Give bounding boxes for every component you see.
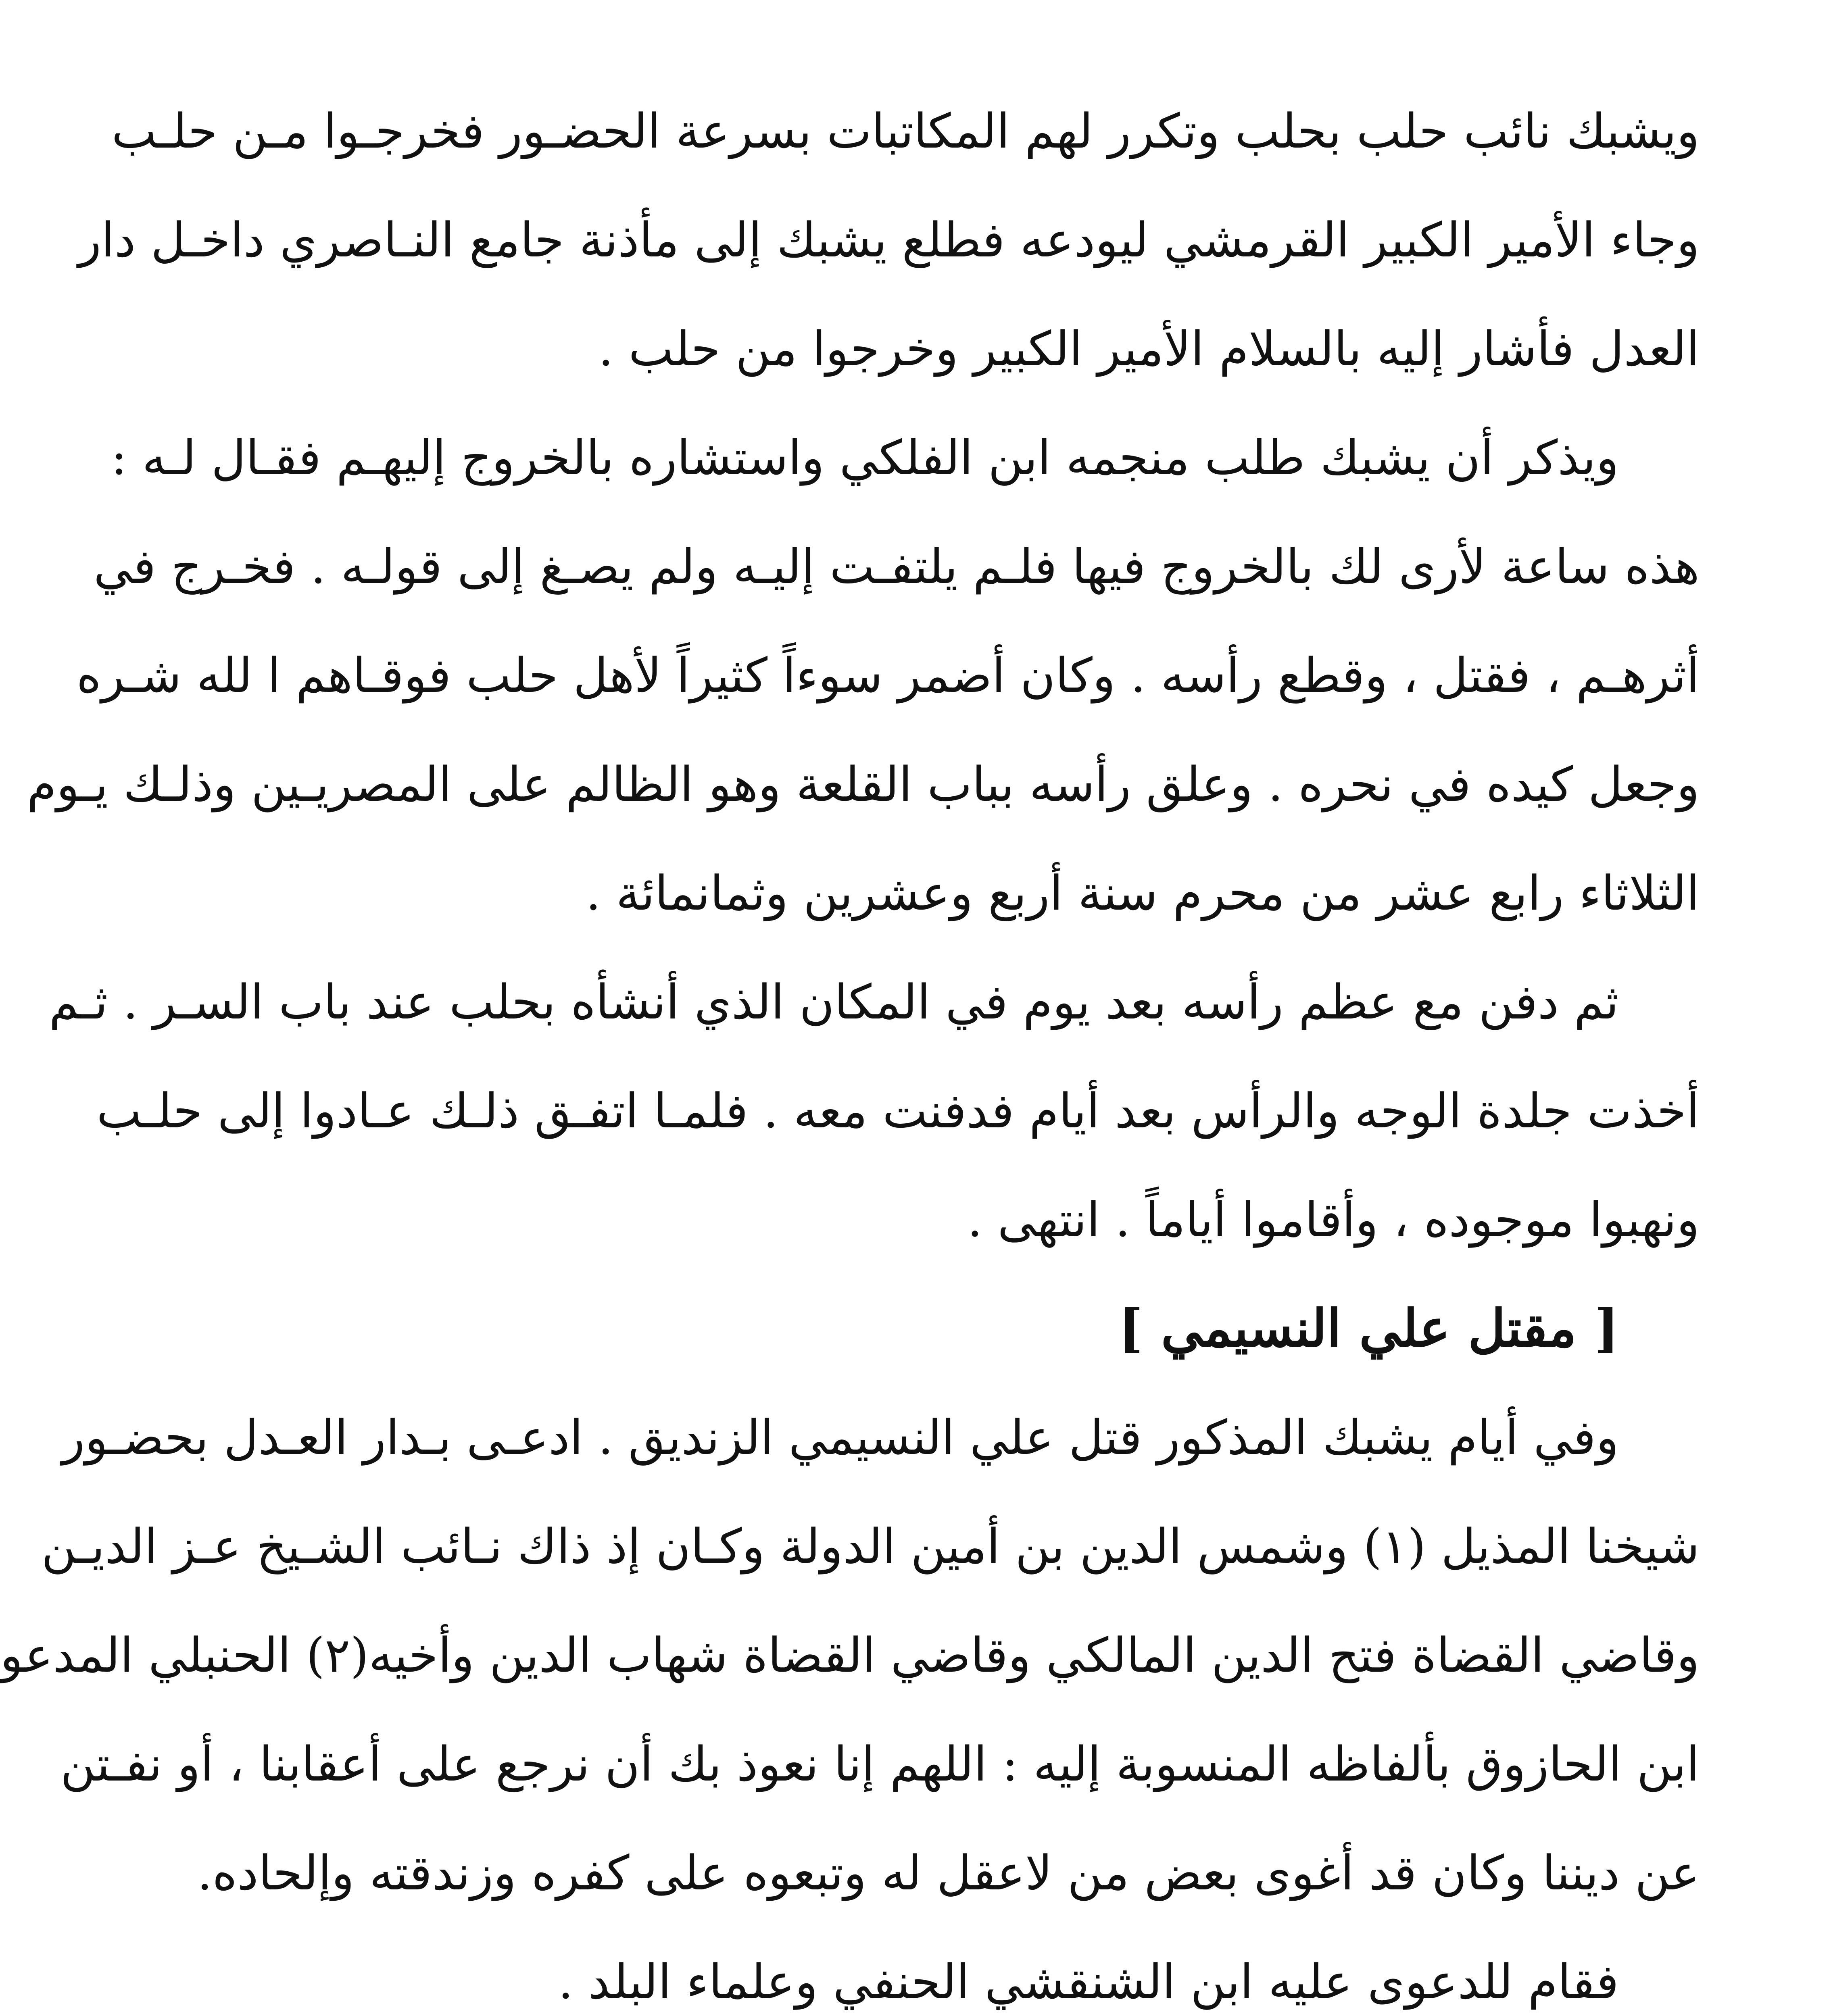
text-line: ابن الحازوق بألفاظه المنسوبة إليه : اللهم إنا نعوذ بك أن نرجع على أعقابنا ، أو نفـتن [60,1736,1700,1792]
text-line: أخذت جلدة الوجه والرأس بعد أيام فدفنت معه . فلمـا اتفـق ذلـك عـادوا إلى حلـب [96,1083,1700,1139]
text-line: عن ديننا وكان قد أغوى بعض من لاعقل له وتبعوه على كفره وزندقته وإلحاده. [197,1845,1700,1901]
text-line: وجاء الأمير الكبير القرمشي ليودعه فطلع يشبك إلى مأذنة جامع النـاصري داخـل دار [78,212,1700,268]
text-line: ويشبك نائب حلب بحلب وتكرر لهم المكاتبات بسرعة الحضـور فخرجـوا مـن حلـب [111,103,1700,159]
text-line: شيخنا المذيل (١) وشمس الدين بن أمين الدولة وكـان إذ ذاك نـائب الشـيخ عـز الديـن [41,1518,1700,1574]
text-line: الثلاثاء رابع عشر من محرم سنة أربع وعشرين وثمانمائة . [586,865,1700,921]
main-text [0,77,1700,2016]
text-line: وجعل كيده في نحره . وعلق رأسه بباب القلعة وهو الظالم على المصريـين وذلـك يـوم [27,756,1700,812]
section-heading: [ مقتل علي النسيمي ] [1118,1298,1619,1359]
text-line: وقاضي القضاة فتح الدين المالكي وقاضي القضاة شهاب الدين وأخيه(٢) الحنبلي المدعو [0,1627,1700,1683]
text-line: ثم دفن مع عظم رأسه بعد يوم في المكان الذي أنشأه بحلب عند باب السـر . ثـم [49,974,1619,1030]
text-line: ونهبوا موجوده ، وأقاموا أياماً . انتهى . [967,1192,1700,1248]
text-line: أثرهـم ، فقتل ، وقطع رأسه . وكان أضمر سوءاً كثيراً لأهل حلب فوقـاهم ا لله شـره [76,648,1700,703]
text-line: وفي أيام يشبك المذكور قتل علي النسيمي الزنديق . ادعـى بـدار العـدل بحضـور [62,1410,1619,1465]
text-line: ويذكر أن يشبك طلب منجمه ابن الفلكي واستشاره بالخروج إليهـم فقـال لـه : [111,430,1619,485]
text-line: فقام للدعوى عليه ابن الشنقشي الحنفي وعلماء البلد . [558,1954,1619,2010]
text-line: العدل فأشار إليه بالسلام الأمير الكبير وخرجوا من حلب . [598,321,1700,377]
text-line: هذه ساعة لأرى لك بالخروج فيها فلـم يلتفـت إليـه ولم يصـغ إلى قولـه . فخـرج في [93,539,1700,594]
